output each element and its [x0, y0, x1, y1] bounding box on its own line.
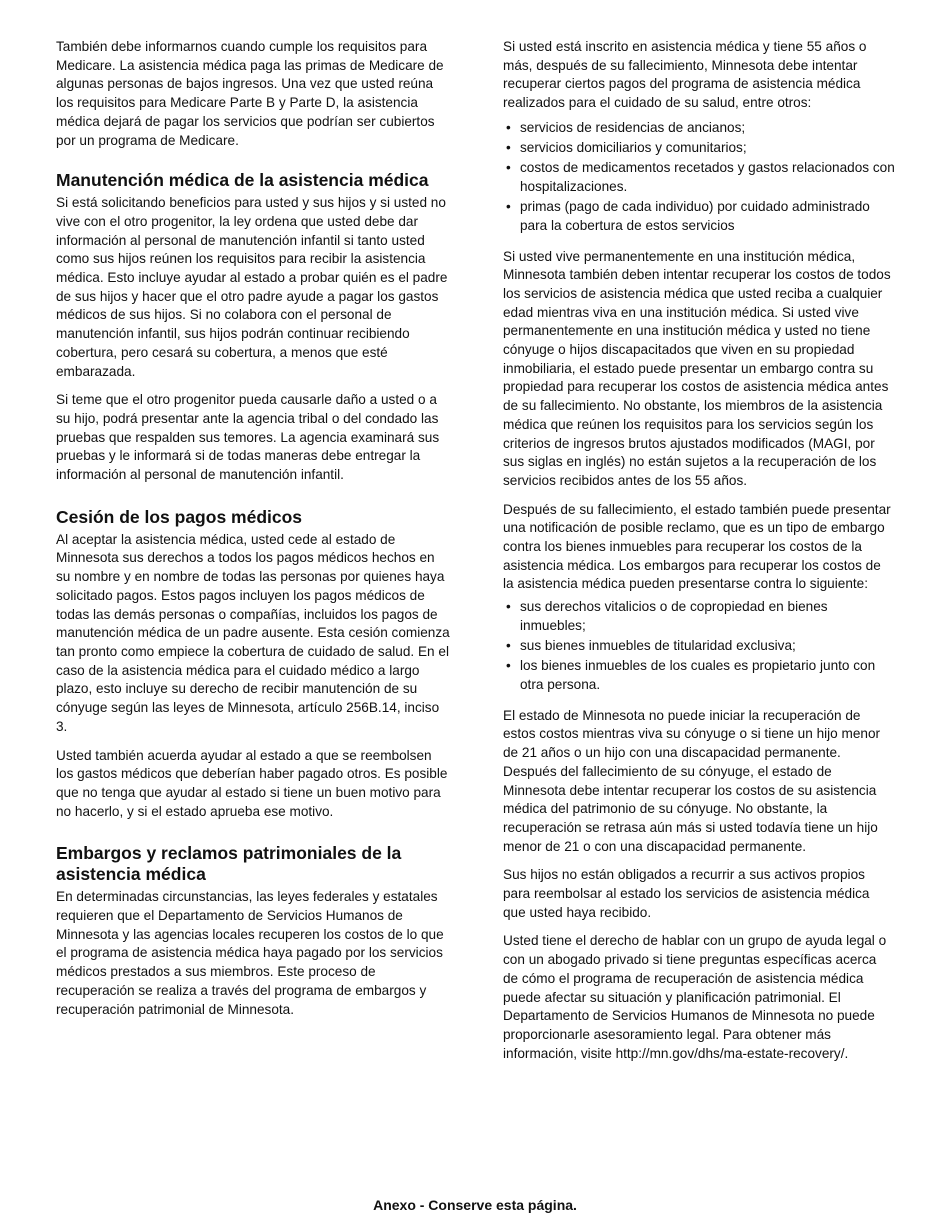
list-item: • servicios de residencias de ancianos; — [520, 119, 895, 138]
lien-targets-list — [503, 598, 895, 695]
recovery-paragraph-1: Si usted está inscrito en asistencia médica y tiene 55 años o más, después de su fallecimiento, Minnesota debe intentar recuperar ciertos pagos del programa de asistencia médica realizados para el cuidado de su salud, entre otros: — [503, 39, 867, 111]
recovery-paragraph-6: Usted tiene el derecho de hablar con un grupo de ayuda legal o con un abogado privado si tiene preguntas específicas acerca de cómo el programa de recuperación de asistencia médica puede afectar su situación y planificación patrimonial. El Departamento de Servicios Humanos de Minnesota no puede proporcionarle asesoramiento legal. Para obtener más información, visite http://mn.gov/dhs/ma-estate-recovery/. — [503, 933, 887, 1061]
list-item: • los bienes inmuebles de los cuales es propietario junto con otra persona. — [520, 657, 895, 694]
list-item: • costos de medicamentos recetados y gastos relacionados con hospitalizaciones. — [520, 159, 895, 196]
left-column — [56, 38, 452, 1029]
assignment-paragraph-1: Al aceptar la asistencia médica, usted cede al estado de Minnesota sus derechos a todos los pagos médicos hechos en su nombre y en nombre de todas las personas por quienes haya solicitado pagos. Estos pagos incluyen los pagos médicos de todas las demás personas o compañías, incluidos los pagos de manutención médica de un padre ausente. Esta cesión comienza tan pronto como empiece la cobertura de cuidado de salud. En el caso de la asistencia médica para el cuidado médico a largo plazo, esto incluye su derecho de recibir manutención de su cónyuge según las leyes de Minnesota, artículo 256B.14, inciso 3. — [56, 531, 450, 734]
recovery-services-list — [503, 119, 895, 236]
liens-paragraph-1: En determinadas circunstancias, las leyes federales y estatales requieren que el Departamento de Servicios Humanos de Minnesota y las agencias locales recuperen los costos de lo que el programa de asistencia médica haya pagado por los servicios médicos prestados a sus miembros. Este proceso de recuperación se realiza a través del programa de embargos y recuperación patrimonial de Minnesota. — [56, 889, 444, 1017]
list-item: • primas (pago de cada individuo) por cuidado administrado para la cobertura de estos servicios — [520, 198, 895, 235]
assignment-paragraph-2: Usted también acuerda ayudar al estado a que se reembolsen los gastos médicos que deberían haber pagado otros. Es posible que no tenga que ayudar al estado si tiene un buen motivo para no hacerlo, y si el estado aprueba ese motivo. — [56, 747, 448, 819]
recovery-paragraph-2: Si usted vive permanentemente en una institución médica, Minnesota también deben intentar recuperar los costos de todos los servicios de asistencia médica que usted reciba a cualquier edad mientras viva en una institución médica. Si usted vive permanentemente en una institución médica y usted no tiene cónyuge o hijos discapacitados que viven en su propiedad inmobiliaria, el estado puede presentar un embargo contra su propiedad para recuperar los costos de asistencia médica antes de su fallecimiento. No obstante, los miembros de la asistencia médica que reúnen los requisitos para los servicios según los criterios de ingresos brutos ajustados modificados (MAGI, por sus siglas en inglés) no están sujetos a la recuperación de los servicios recibidos antes de los 55 años. — [503, 248, 891, 488]
section-heading-medical-support: Manutención médica de la asistencia médica — [56, 170, 429, 191]
recovery-paragraph-3: Después de su fallecimiento, el estado también puede presentar una notificación de posible reclamo, que es un tipo de embargo contra los bienes inmuebles para recuperar los costos de la asistencia médica. Los embargos para recuperar los costos de la asistencia médica pueden presentarse contra lo siguiente: — [503, 501, 891, 592]
intro-paragraph: También debe informarnos cuando cumple los requisitos para Medicare. La asistencia médica paga las primas de Medicare de algunas personas de bajos ingresos. Una vez que usted reúna los requisitos para Medicare Parte B y Parte D, la asistencia médica dejará de pagar los servicios que podrían ser cubiertos por un programa de Medicare. — [56, 39, 444, 148]
right-column — [503, 38, 895, 1073]
list-item: • sus derechos vitalicios o de copropiedad en bienes inmuebles; — [520, 598, 895, 635]
recovery-paragraph-4: El estado de Minnesota no puede iniciar la recuperación de estos costos mientras viva su cónyuge o si tiene un hijo menor de 21 años o un hijo con una discapacidad permanente. Después del fallecimiento de su cónyuge, el estado de Minnesota debe intentar recuperar los costos de su asistencia médica del patrimonio de su cónyuge. No obstante, la recuperación se retrasa aún más si usted todavía tiene un hijo menor de 21 o con una discapacidad permanente. — [503, 707, 881, 854]
medical-support-paragraph-1: Si está solicitando beneficios para usted y sus hijos y si usted no vive con el otro progenitor, la ley ordena que usted debe dar información al personal de manutención infantil si tanto usted como sus hijos reúnen los requisitos para recibir la asistencia médica. Esto incluye ayudar al estado a probar quién es el padre de sus hijos y hacer que el otro padre ayude a pagar los gastos médicos de sus hijos. Si no colabora con el personal de manutención infantil, sus hijos podrán continuar recibiendo cobertura, pero cesará su cobertura, a menos que esté embarazada. — [56, 195, 448, 379]
list-item: • sus bienes inmuebles de titularidad exclusiva; — [520, 637, 895, 656]
section-heading-assignment: Cesión de los pagos médicos — [56, 506, 303, 527]
section-heading-liens: Embargos y reclamos patrimoniales de la asistencia médica — [56, 843, 402, 885]
page-footer: Anexo - Conserve esta página. — [373, 1197, 577, 1213]
medical-support-paragraph-2: Si teme que el otro progenitor pueda causarle daño a usted o a su hijo, podrá presentar ante la agencia tribal o del condado las pruebas que respalden sus temores. La agencia examinará sus pruebas y le informará si de todas maneras debe entregar la información al personal de manutención infantil. — [56, 392, 440, 483]
list-item: • servicios domiciliarios y comunitarios; — [520, 139, 895, 158]
recovery-paragraph-5: Sus hijos no están obligados a recurrir a sus activos propios para reembolsar al estado los servicios de asistencia médica que usted haya recibido. — [503, 867, 870, 920]
